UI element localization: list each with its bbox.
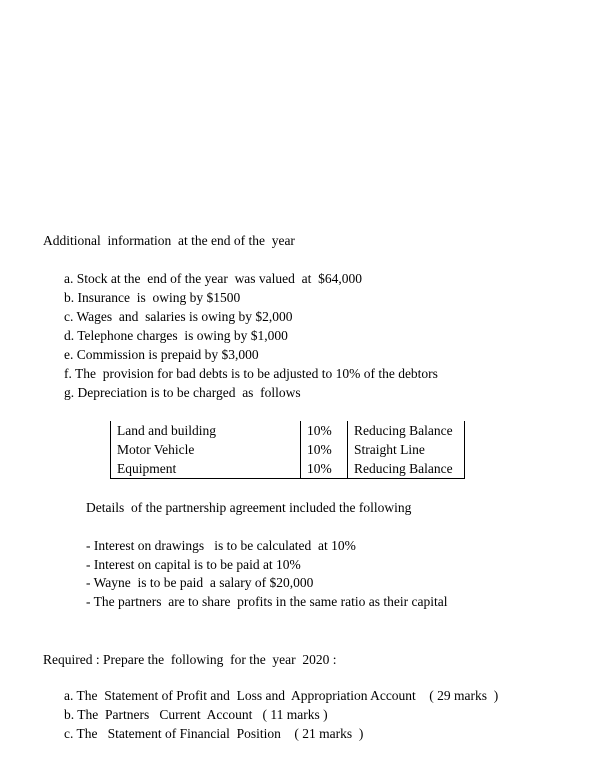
list-item: a. The Statement of Profit and Loss and Appropriation Account ( 29 marks ) bbox=[64, 688, 499, 703]
rate-cell: 10% bbox=[301, 459, 348, 479]
asset-cell: Motor Vehicle bbox=[111, 440, 301, 459]
list-item: b. Insurance is owing by $1500 bbox=[64, 290, 241, 305]
list-item: g. Depreciation is to be charged as follows bbox=[64, 385, 301, 400]
list-item: - Wayne is to be paid a salary of $20,000 bbox=[86, 575, 314, 590]
required-tasks-list bbox=[64, 689, 498, 746]
method-cell: Reducing Balance bbox=[348, 459, 465, 479]
rate-cell: 10% bbox=[301, 440, 348, 459]
additional-info-list bbox=[64, 272, 438, 405]
table-row bbox=[111, 440, 465, 459]
list-item: - The partners are to share profits in the same ratio as their capital bbox=[86, 593, 448, 609]
method-cell: Reducing Balance bbox=[348, 421, 465, 440]
list-item: b. The Partners Current Account ( 11 marks ) bbox=[64, 707, 328, 722]
list-item: c. The Statement of Financial Position ( 21 marks ) bbox=[64, 726, 364, 741]
asset-cell: Equipment bbox=[111, 459, 301, 479]
table-row bbox=[111, 421, 465, 440]
additional-info-heading: Additional information at the end of the year bbox=[43, 233, 295, 248]
list-item: a. Stock at the end of the year was valued at $64,000 bbox=[64, 271, 363, 286]
list-item: d. Telephone charges is owing by $1,000 bbox=[64, 328, 288, 343]
required-heading: Required : Prepare the following for the year 2020 : bbox=[43, 652, 337, 667]
details-heading: Details of the partnership agreement included the following bbox=[86, 500, 412, 515]
depreciation-table bbox=[110, 421, 465, 479]
table-row bbox=[111, 459, 465, 479]
rate-cell: 10% bbox=[301, 421, 348, 440]
list-item: c. Wages and salaries is owing by $2,000 bbox=[64, 309, 293, 324]
list-item: - Interest on drawings is to be calculated at 10% bbox=[86, 538, 356, 553]
list-item: - Interest on capital is to be paid at 10% bbox=[86, 556, 301, 572]
method-cell: Straight Line bbox=[348, 440, 465, 459]
list-item: f. The provision for bad debts is to be adjusted to 10% of the debtors bbox=[64, 366, 438, 381]
asset-cell: Land and building bbox=[111, 421, 301, 440]
partnership-terms-list bbox=[86, 539, 448, 613]
list-item: e. Commission is prepaid by $3,000 bbox=[64, 347, 259, 362]
